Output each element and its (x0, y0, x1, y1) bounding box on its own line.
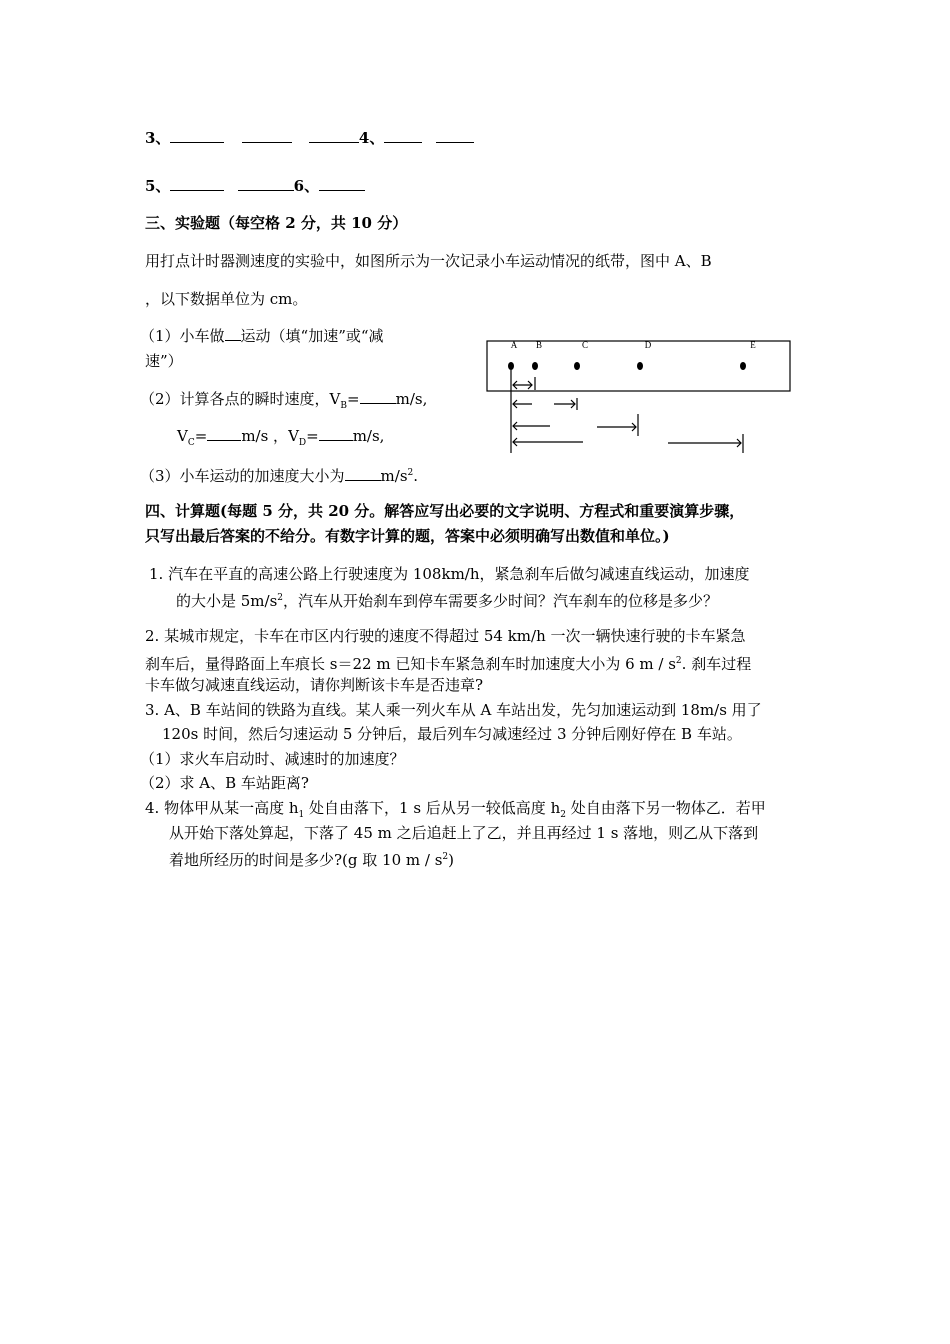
problem-4-line-3 (169, 846, 454, 871)
section-3-intro-line-1: 用打点计时器测速度的实验中，如图所示为一次记录小车运动情况的纸带，图中 A、B (145, 252, 712, 270)
superscript: 2 (277, 593, 284, 603)
equals: = (194, 427, 208, 445)
question-3-line (140, 462, 418, 487)
vc-label: V (177, 427, 188, 445)
tape-dot-c (574, 362, 580, 370)
answer-blank[interactable] (319, 426, 353, 441)
unit-superscript: 2 (407, 468, 414, 478)
answer-blank[interactable] (309, 128, 359, 143)
text: 4. 物体甲从某一高度 h (145, 799, 299, 817)
vd-label: V (288, 427, 299, 445)
answer-row-1 (145, 127, 474, 149)
vb-subscript: B (340, 401, 348, 411)
problem-2-line-1: 2. 某城市规定，卡车在市区内行驶的速度不得超过 54 km/h 一次一辆快速行驶的卡车紧急 (145, 627, 746, 645)
text: 的大小是 5m/s (176, 592, 278, 610)
tape-label-b: B (535, 340, 543, 350)
text: 着地所经历的时间是多少?(g 取 10 m / s (169, 851, 443, 869)
superscript: 2 (675, 656, 682, 666)
question-2-text: （2）计算各点的瞬时速度，V (140, 390, 341, 408)
question-2-line-2 (177, 425, 384, 454)
tape-dot-e (740, 362, 746, 370)
vd-subscript: D (298, 438, 307, 448)
text: 刹车后，量得路面上车痕长 s＝22 m 已知卡车紧急刹车时加速度大小为 6 m / s (145, 655, 676, 673)
answer-blank[interactable] (225, 326, 241, 341)
period: . (413, 467, 419, 485)
tape-dot-d (637, 362, 643, 370)
vc-subscript: C (187, 438, 195, 448)
question-1-line-1 (140, 325, 384, 347)
equals: = (347, 390, 360, 408)
section-3-intro-line-2: ，以下数据单位为 cm。 (145, 290, 308, 308)
ticker-tape-diagram (480, 330, 800, 460)
answer-blank[interactable] (170, 128, 224, 143)
tape-measure-lines (511, 370, 743, 453)
answer-blank[interactable] (345, 466, 381, 481)
problem-2-line-3: 卡车做匀减速直线运动，请你判断该卡车是否违章? (145, 676, 484, 694)
unit: m/s ， (241, 427, 289, 445)
subscript: 1 (298, 810, 305, 820)
text: ) (448, 851, 454, 869)
answer-blank[interactable] (170, 176, 224, 191)
tape-dot-a (508, 362, 514, 370)
unit: m/s (380, 467, 408, 485)
question-3-text: （3）小车运动的加速度大小为 (140, 467, 345, 485)
problem-2-line-2 (145, 650, 751, 675)
problem-1-line-2 (176, 587, 718, 612)
problem-3-line-2: 120s 时间，然后匀速运动 5 分钟后，最后列车匀减速经过 3 分钟后刚好停在 B 车站。 (162, 725, 742, 743)
answer-blank[interactable] (207, 426, 241, 441)
tape-label-d: D (644, 340, 652, 350)
question-2-line-1 (140, 388, 427, 417)
section-4-heading-line-2: 只写出最后答案的不给分。有数字计算的题，答案中必须明确写出数值和单位。) (145, 527, 670, 545)
superscript: 2 (442, 852, 449, 862)
tape-label-c: C (581, 340, 589, 350)
equals: = (306, 427, 319, 445)
tape-label-e: E (750, 340, 756, 350)
unit: m/s, (395, 390, 428, 408)
subscript: 2 (560, 810, 566, 820)
section-3-heading: 三、实验题（每空格 2 分，共 10 分） (145, 214, 408, 232)
question-1-line-2: 速”） (145, 352, 183, 370)
problem-3-line-1: 3. A、B 车站间的铁路为直线。某人乘一列火车从 A 车站出发，先匀加速运动到 18m/s 用了 (145, 701, 762, 719)
tape-label-a: A (510, 340, 518, 350)
section-4-heading-line-1: 四、计算题(每题 5 分，共 20 分。解答应写出必要的文字说明、方程式和重要演算步骤， (145, 502, 745, 520)
answer-label-4: 4、 (358, 129, 385, 147)
tape-dot-b (532, 362, 538, 370)
text: . 刹车过程 (681, 655, 752, 673)
answer-blank[interactable] (436, 128, 474, 143)
answer-row-2 (145, 175, 365, 197)
answer-blank[interactable] (319, 176, 365, 191)
answer-blank[interactable] (384, 128, 422, 143)
answer-blank[interactable] (238, 176, 294, 191)
unit: m/s, (352, 427, 385, 445)
answer-blank[interactable] (360, 389, 396, 404)
problem-3-line-3: （1）求火车启动时、减速时的加速度？ (140, 750, 405, 768)
text: 处自由落下另一物体乙．若甲 (565, 799, 766, 817)
problem-1-line-1: 1. 汽车在平直的高速公路上行驶速度为 108km/h，紧急刹车后做匀减速直线运动，加速度 (149, 565, 750, 583)
question-1-text-b: 运动（填“加速”或“减 (240, 327, 384, 345)
answer-label-6: 6、 (293, 177, 320, 195)
answer-blank[interactable] (242, 128, 292, 143)
problem-3-line-4: （2）求 A、B 车站距离? (140, 774, 309, 792)
text: 处自由落下，1 s 后从另一较低高度 h (304, 799, 561, 817)
answer-label-3: 3、 (145, 129, 171, 147)
question-1-text-a: （1）小车做 (140, 327, 225, 345)
text: ，汽车从开始刹车到停车需要多少时间？汽车刹车的位移是多少？ (283, 592, 719, 610)
problem-4-line-2: 从开始下落处算起，下落了 45 m 之后追赶上了乙，并且再经过 1 s 落地，则乙从下落到 (169, 824, 759, 842)
answer-label-5: 5、 (145, 177, 171, 195)
